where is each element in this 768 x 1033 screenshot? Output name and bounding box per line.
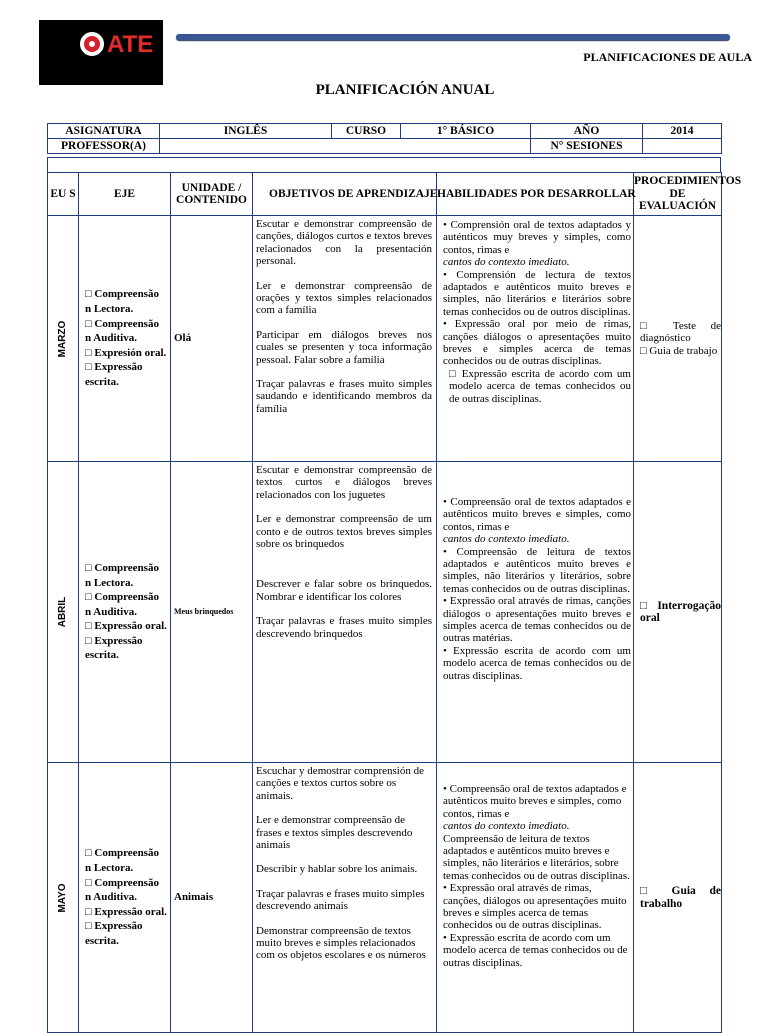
objetivo-text: Traçar palavras e frases muito simples descrevendo animais xyxy=(256,887,425,913)
col-header-objetivos: OBJETIVOS DE APRENDIZAJE xyxy=(253,173,437,216)
asignatura-label: ASIGNATURA xyxy=(48,124,160,139)
header-bar xyxy=(176,34,730,40)
month-label: MARZO xyxy=(56,320,68,357)
info-table xyxy=(47,123,722,154)
procedimiento-item: □ Interrogação oral xyxy=(640,599,721,624)
habilidad-text: • Comprensión oral de textos adaptados y auténticos muy breves y simples, como contos, rimas e xyxy=(443,219,631,256)
objetivo-text: Ler e demonstrar compreensão de orações y textos simples relacionados com a família xyxy=(256,279,432,317)
col-header-mes: EU S xyxy=(48,173,79,216)
habilidad-text: • Expressão oral através de rimas, canções diálogos o apresentações muito breves e simples acerca de temas conhecidos ou de outras matérias. xyxy=(443,595,631,645)
habilidades-cell xyxy=(437,462,634,763)
eje-cell xyxy=(79,462,171,763)
objetivo-text: Ler e demonstrar compreensão de um conto e de outros textos breves simples sobre os brinquedos xyxy=(256,513,432,551)
habilidad-text: • Compreensão oral de textos adaptados e autênticos muito breves e simples, como contos, rimas e xyxy=(443,496,631,533)
month-cell xyxy=(48,462,79,763)
habilidad-text: Compreensão de leitura de textos adaptados e autênticos muito breves e simples, não literários e literários, sobre temas conhecidos ou de outras disciplinas. xyxy=(443,832,630,882)
objetivo-text: Traçar palavras e frases muito simples descrevendo brinquedos xyxy=(256,615,432,640)
procedimientos-cell xyxy=(634,462,722,763)
month-label: MAYO xyxy=(56,882,68,913)
objetivo-text: Escutar e demonstrar compreensão de canções, diálogos curtos e textos breves relacionados con la presentación personal. xyxy=(256,218,432,268)
professor-value xyxy=(160,139,531,154)
unidad-cell: Olá xyxy=(171,216,253,462)
procedimiento-item: □ Guia de trabalho xyxy=(640,885,721,910)
col-header-unidad: UNIDADE / CONTENIDO xyxy=(171,173,253,216)
asignatura-value: INGLÊS xyxy=(160,124,332,139)
habilidades-cell xyxy=(437,763,634,1033)
eje-item: □ Compreensão n Lectora. xyxy=(85,288,159,316)
habilidad-text: cantos do contexto imediato. xyxy=(443,820,570,833)
eje-item: □ Compreensão n Auditiva. xyxy=(85,317,159,345)
table-row xyxy=(48,216,722,462)
habilidad-text: cantos do contexto imediato. xyxy=(443,533,570,546)
procedimiento-item: □ Teste de diagnóstico xyxy=(640,319,721,345)
eje-cell xyxy=(79,763,171,1033)
planning-table xyxy=(47,172,742,1033)
eje-item: □ Compreensão n Auditiva. xyxy=(85,876,159,904)
eje-item: □ Compreensão n Auditiva. xyxy=(85,591,159,618)
month-cell xyxy=(48,763,79,1033)
table-row xyxy=(48,763,722,1033)
logo xyxy=(39,20,163,85)
procedimientos-cell xyxy=(634,216,722,462)
habilidad-text: • Compreensão de leitura de textos adaptados e autênticos muito breves e simples, não literários y literários, sobre temas conhecidos ou de outras disciplinas. xyxy=(443,545,631,595)
ano-value: 2014 xyxy=(643,124,722,139)
unidad-cell: Meus brinquedos xyxy=(171,462,253,763)
eje-item: □ Expressão oral. xyxy=(85,905,167,918)
month-cell xyxy=(48,216,79,462)
habilidad-text: • Expressão oral por meio de rimas, canções diálogos o apresentações muito breves e simples acerca de temas conhecidos ou de outras disciplinas. xyxy=(443,318,631,368)
logo-ring-icon xyxy=(80,32,104,56)
objetivo-text: Describir y hablar sobre los animais. xyxy=(256,863,418,876)
habilidad-text: • Expressão escrita de acordo com um modelo acerca de temas conhecidos ou de outras disciplinas. xyxy=(443,644,631,682)
habilidades-cell xyxy=(437,216,634,462)
objetivos-cell xyxy=(253,462,437,763)
eje-item: □ Expresión oral. xyxy=(85,346,167,359)
habilidad-text: cantos do contexto imediato. xyxy=(443,256,570,269)
professor-label: PROFESSOR(A) xyxy=(48,139,160,154)
eje-item: □ Compreensão n Lectora. xyxy=(85,847,159,875)
header-title: PLANIFICACIONES DE AULA xyxy=(583,50,752,64)
habilidad-text: • Expressão escrita de acordo com um modelo acerca de temas conhecidos ou de outras disciplinas. xyxy=(443,931,628,969)
unidad-cell: Animais xyxy=(171,763,253,1033)
month-label: ABRIL xyxy=(56,596,68,628)
sesiones-label: N° SESIONES xyxy=(531,139,643,154)
document-title: PLANIFICACIÓN ANUAL xyxy=(315,82,495,98)
divider xyxy=(47,157,48,172)
objetivo-text: Participar em diálogos breves nos cuales se presenten y toca informação pessoal. Falar sobre a família xyxy=(256,328,432,366)
eje-item: □ Expressão oral. xyxy=(85,620,167,633)
divider xyxy=(720,157,721,172)
curso-value: 1° BÁSICO xyxy=(401,124,531,139)
curso-label: CURSO xyxy=(332,124,401,139)
sesiones-value xyxy=(643,139,722,154)
objetivo-text: Traçar palavras e frases muito simples saudando e identificando membros da família xyxy=(256,378,432,415)
procedimientos-cell xyxy=(634,763,722,1033)
table-row xyxy=(48,462,722,763)
objetivo-text: Demonstrar compreensão de textos muito breves e simples relacionados com os objetos escolares e os números xyxy=(256,924,426,962)
objetivo-text: Escutar e demonstrar compreensão de textos curtos e diálogos breves relacionados con los juguetes xyxy=(256,464,432,501)
objetivo-text: Descrever e falar sobre os brinquedos. Nombrar e identificar los colores xyxy=(256,578,432,603)
procedimiento-item: □ Guia de trabajo xyxy=(640,344,718,357)
eje-item: □ Compreensão n Lectora. xyxy=(85,561,159,589)
divider xyxy=(47,157,721,158)
objetivos-cell xyxy=(253,763,437,1033)
eje-item: □ Expressão escrita. xyxy=(85,361,143,388)
eje-cell xyxy=(79,216,171,462)
habilidad-text: • Comprensión de lectura de textos adaptados e autênticos muito breves e simples, não literários e literários sobre temas conhecidos ou de outros disciplinas. xyxy=(443,268,631,318)
objetivo-text: Ler e demonstrar compreensão de frases e textos simples descrevendo animais xyxy=(256,814,413,852)
habilidad-text: • Expressão oral através de rimas, canções, diálogos ou apresentações muito breves e simples acerca de temas conhecidos ou de outras disciplinas. xyxy=(443,882,627,932)
objetivos-cell xyxy=(253,216,437,462)
col-header-eje: EJE xyxy=(79,173,171,216)
col-header-habilidades: HABILIDADES POR DESARROLLAR xyxy=(437,173,634,216)
col-header-procedimientos: PROCEDIMIENTOS DE EVALUACIÓN xyxy=(634,173,722,216)
habilidad-text: □ Expressão escrita de acordo com um modelo acerca de temas conhecidos ou de outras disciplinas. xyxy=(449,367,631,405)
objetivo-text: Escuchar y demostrar comprensión de canções e textos curtos sobre os animais. xyxy=(256,765,424,802)
ano-label: AÑO xyxy=(531,124,643,139)
logo-text: ATE xyxy=(107,31,154,58)
habilidad-text: • Compreensão oral de textos adaptados e autênticos muito breves e simples, como contos, rimas e xyxy=(443,783,627,820)
eje-item: □ Expressão escrita. xyxy=(85,920,143,947)
eje-item: □ Expressão escrita. xyxy=(85,634,143,662)
